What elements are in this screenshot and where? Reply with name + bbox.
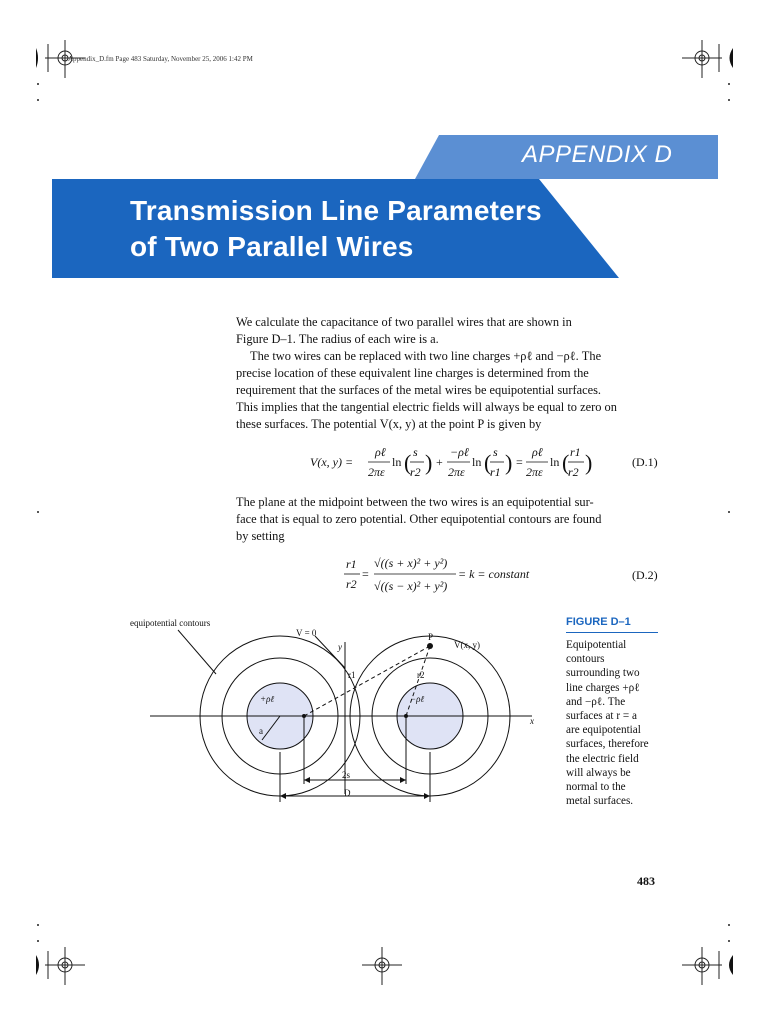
charge-minus-point <box>404 714 408 718</box>
caption-line: are equipotential <box>566 724 641 737</box>
eq-d1-t1-fnum: s <box>413 445 418 459</box>
text-line: face that is equal to zero potential. Other equipotential contours are found <box>236 512 602 526</box>
paren: ( <box>404 450 412 475</box>
vxy-label: V(x, y) <box>454 640 480 650</box>
text-line: by setting <box>236 529 285 543</box>
eq-d1-t1-fden: r2 <box>410 465 421 479</box>
text-line: these surfaces. The potential V(x, y) at the point P is given by <box>236 417 542 431</box>
paragraph-3 <box>236 494 658 545</box>
eq-d1-t3-fnum: r1 <box>570 445 581 459</box>
eq-d2-den: √((s − x)² + y²) <box>374 579 448 593</box>
r2-label: r2 <box>417 670 425 680</box>
eq-d1-t2-ln: ln <box>472 455 482 469</box>
text-line: precise location of these equivalent line charges is determined from the <box>236 366 589 380</box>
p-label: P <box>428 632 434 642</box>
a-label: a <box>259 726 263 736</box>
caption-line: and −ρℓ. The <box>566 695 626 708</box>
caption-line: Equipotential <box>566 639 627 651</box>
paren: ) <box>505 450 513 475</box>
text-line: The plane at the midpoint between the two wires is an equipotential sur- <box>236 495 594 509</box>
eq-d2-lhs-num: r1 <box>346 557 357 571</box>
eq-d1-t3-num: ρℓ <box>532 445 543 459</box>
text-line: This implies that the tangential electric fields will always be equal to zero on <box>236 400 617 414</box>
paren: ( <box>484 450 492 475</box>
text-line: requirement that the surfaces of the metal wires be equipotential surfaces. <box>236 383 602 397</box>
text-line: The two wires can be replaced with two line charges +ρℓ and −ρℓ. The <box>250 349 602 363</box>
y-axis-label: y <box>338 642 342 652</box>
x-axis-label: x <box>530 716 534 726</box>
eq-d2-num: √((s + x)² + y²) <box>374 556 448 570</box>
text-line: We calculate the capacitance of two parallel wires that are shown in <box>236 315 572 329</box>
equation-number-d2: (D.2) <box>632 568 658 582</box>
title-band <box>52 179 619 278</box>
eq-d1-t2-fnum: s <box>493 445 498 459</box>
eq-d1-t3-ln: ln <box>550 455 560 469</box>
eq-d1-t2-den: 2πε <box>448 465 465 479</box>
v0-label: V = 0 <box>296 628 317 638</box>
eq-d1-plus: + <box>436 455 443 469</box>
equipotential-pointer <box>178 630 216 674</box>
file-slug-line: Appendix_D.fm Page 483 Saturday, November 25, 2006 1:42 PM <box>68 55 253 63</box>
point-p <box>427 643 433 649</box>
caption-line: will always be <box>566 766 631 779</box>
paragraph-1 <box>236 314 658 348</box>
caption-line: normal to the <box>566 781 626 794</box>
figure-caption <box>566 638 658 808</box>
equation-d1 <box>300 440 600 484</box>
appendix-label: APPENDIX D <box>522 141 673 168</box>
charge-plus-point <box>302 714 306 718</box>
two-s-label: 2s <box>342 770 351 780</box>
eq-d1-t1-ln: ln <box>392 455 402 469</box>
eq-d2-eq: = <box>362 567 369 581</box>
r1-label: r1 <box>348 670 356 680</box>
eq-d1-t3-fden: r2 <box>568 465 579 479</box>
eq-d1-eq: = <box>516 455 523 469</box>
eq-d1-t3-den: 2πε <box>526 465 543 479</box>
chapter-title-line-1: Transmission Line Parameters <box>130 195 542 226</box>
eq-d1-t1-num: ρℓ <box>375 445 386 459</box>
chapter-title-line-2: of Two Parallel Wires <box>130 231 414 262</box>
page-number: 483 <box>637 874 655 888</box>
caption-line: surrounding two <box>566 667 640 680</box>
equation-number-d1: (D.1) <box>632 455 658 469</box>
caption-line: the electric field <box>566 752 639 765</box>
minus-rho-label: −ρℓ <box>410 694 425 704</box>
paren: ( <box>562 450 570 475</box>
paragraph-2 <box>236 348 658 433</box>
paren: ) <box>585 450 593 475</box>
paren: ) <box>425 450 433 475</box>
v0-pointer <box>315 636 345 668</box>
eq-d2-rhs: = k = constant <box>458 567 530 581</box>
eq-d1-t2-num: −ρℓ <box>450 445 469 459</box>
figure-caption-rule <box>566 632 658 633</box>
plus-rho-label: +ρℓ <box>260 694 275 704</box>
equation-d2 <box>340 550 560 600</box>
caption-line: contours <box>566 653 605 666</box>
text-line: Figure D–1. The radius of each wire is a. <box>236 332 439 346</box>
equipotential-label: equipotential contours <box>130 618 211 628</box>
eq-d2-lhs-den: r2 <box>346 577 357 591</box>
eq-d1-t1-den: 2πε <box>368 465 385 479</box>
caption-line: metal surfaces. <box>566 795 634 808</box>
eq-d1-t2-fden: r1 <box>490 465 501 479</box>
d-label: D <box>344 788 351 798</box>
figure-caption-head: FIGURE D–1 <box>566 616 631 628</box>
caption-line: surfaces, therefore <box>566 738 649 751</box>
figure-d1-diagram <box>110 612 550 812</box>
caption-line: line charges +ρℓ <box>566 681 640 694</box>
eq-d1-lhs: V(x, y) = <box>310 455 354 469</box>
caption-line: surfaces at r = a <box>566 710 637 723</box>
